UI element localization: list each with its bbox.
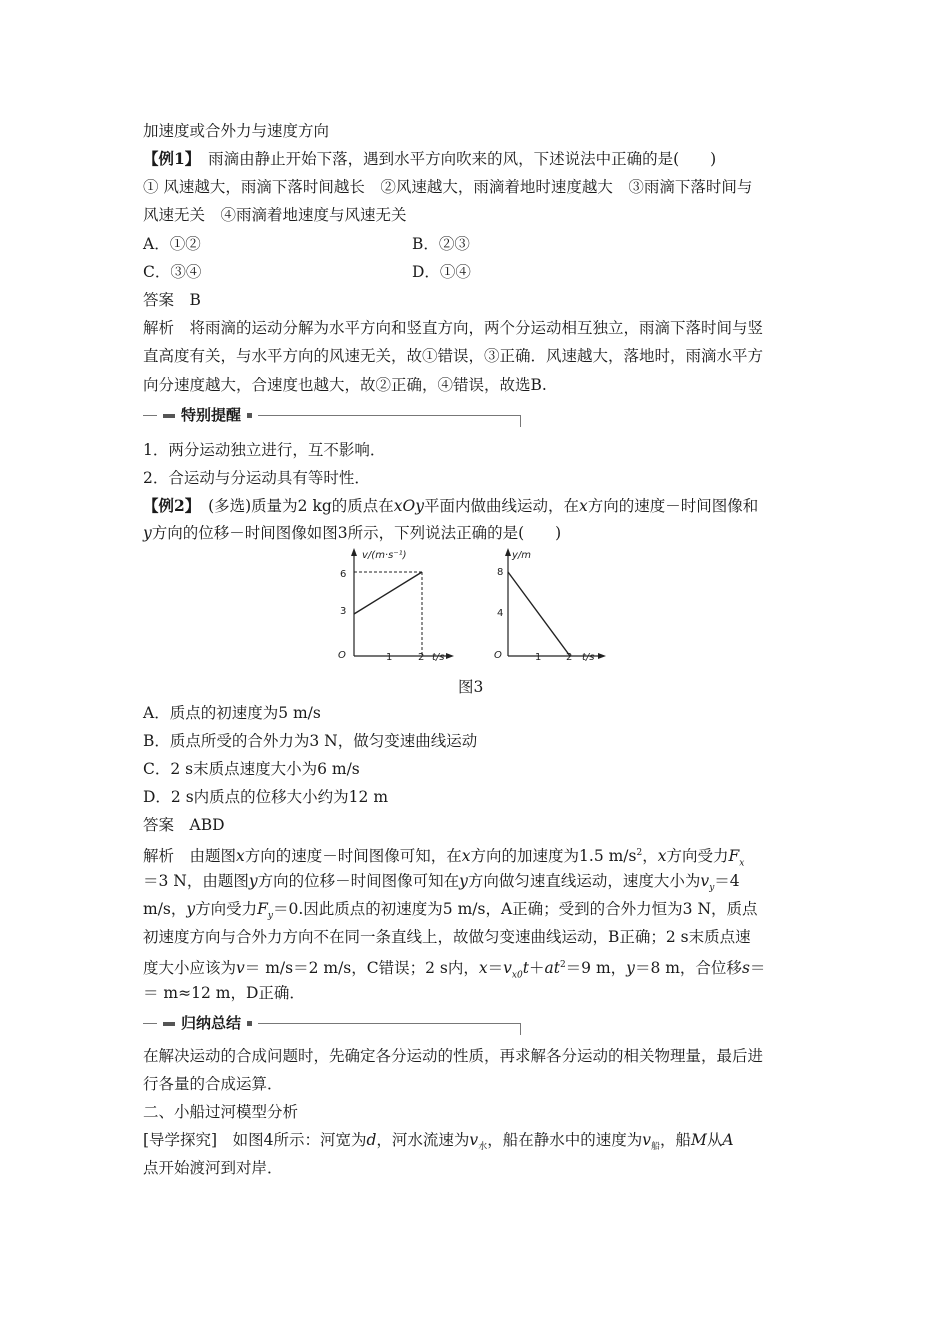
yt-origin: O bbox=[494, 650, 502, 661]
example2-answer: 答案 ABD bbox=[143, 816, 225, 834]
yt-ylabel: y/m bbox=[512, 550, 532, 561]
figure-caption: 图3 bbox=[458, 678, 484, 696]
vt-origin: O bbox=[338, 650, 346, 661]
tip-item-2: 2．合运动与分运动具有等时性． bbox=[143, 469, 370, 487]
example1-question bbox=[143, 149, 716, 169]
vt-xtick-1: 1 bbox=[386, 652, 393, 663]
guide-text-2: 点开始渡河到对岸． bbox=[143, 1159, 283, 1177]
example1-explanation-3: 向分速度越大，合速度也越大，故②正确，④错误，故选B. bbox=[143, 376, 547, 394]
example1-option-c: C．③④ bbox=[143, 263, 202, 281]
figure-3 bbox=[310, 548, 640, 668]
example1-option-b: B．②③ bbox=[412, 235, 470, 253]
summary-text-2: 行各量的合成运算． bbox=[143, 1075, 283, 1093]
yt-xtick-2: 2 bbox=[566, 652, 573, 663]
example2-option-c: C．2 s末质点速度大小为6 m/s bbox=[143, 760, 360, 778]
example2-explanation-6: ＝ m≈12 m，D正确． bbox=[143, 984, 305, 1002]
example2-tag: 【例2】 bbox=[143, 496, 193, 515]
example1-tag: 【例1】 bbox=[143, 149, 193, 168]
example2-option-a: A．质点的初速度为5 m/s bbox=[143, 704, 321, 722]
vt-xtick-2: 2 bbox=[418, 652, 425, 663]
example1-explanation-2: 直高度有关，与水平方向的风速无关，故①错误，③正确．风速越大，落地时，雨滴水平方 bbox=[143, 347, 764, 365]
example2-explanation-3: m/s，y方向受力$F_y=0$.因此质点的初速度为5 m/s，A正确；受到的合外力恒为3 N，质点 bbox=[143, 900, 758, 922]
vt-ytick-3: 3 bbox=[340, 606, 347, 617]
example2-option-d: D．2 s内质点的位移大小约为12 m bbox=[143, 788, 389, 806]
yt-series-line bbox=[508, 572, 570, 656]
vt-xlabel: t/s bbox=[432, 652, 445, 663]
example2-explanation-2: ＝3 N，由题图y方向的位移－时间图像可知在y方向做匀速直线运动，速度大小为$v_y=4$ bbox=[143, 872, 740, 894]
tip-item-1: 1．两分运动独立进行，互不影响． bbox=[143, 441, 386, 459]
tip-banner-title: 特别提醒 bbox=[181, 406, 242, 424]
example2-question-2: y方向的位移－时间图像如图3所示，下列说法正确的是( ) bbox=[143, 524, 562, 542]
summary-banner-title: 归纳总结 bbox=[181, 1014, 242, 1032]
chart-yt bbox=[494, 548, 606, 663]
section-heading: 二、小船过河模型分析 bbox=[143, 1103, 299, 1121]
vt-ytick-6: 6 bbox=[340, 569, 347, 580]
example1-stem: 雨滴由静止开始下落，遇到水平方向吹来的风，下述说法中正确的是( ) bbox=[208, 150, 717, 168]
yt-ytick-4: 4 bbox=[497, 608, 504, 619]
example1-option-a: A．①② bbox=[143, 235, 201, 253]
yt-xlabel: t/s bbox=[582, 652, 595, 663]
example2-explanation-5: 度大小应该为v＝ m/s＝2 m/s，C错误；2 s内，$x=v_{x0}t+at^2=9$ m，y＝8 m，合位移s＝ bbox=[143, 959, 766, 981]
example2-explanation-4: 初速度方向与合外力方向不在同一条直线上，故做匀变速曲线运动，B正确；2 s末质点速 bbox=[143, 928, 751, 946]
summary-banner bbox=[143, 1013, 521, 1035]
guide-text-1: [导学探究] 如图4所示：河宽为d，河水流速为$v_水$，船在静水中的速度为$v_船$，船M从A bbox=[143, 1131, 734, 1153]
example1-statements-2: 风速无关 ④雨滴着地速度与风速无关 bbox=[143, 206, 407, 224]
summary-text-1: 在解决运动的合成问题时，先确定各分运动的性质，再求解各分运动的相关物理量，最后进 bbox=[143, 1047, 764, 1065]
tip-banner bbox=[143, 405, 521, 427]
yt-xtick-1: 1 bbox=[535, 652, 542, 663]
example1-explanation-1: 解析 将雨滴的运动分解为水平方向和竖直方向，两个分运动相互独立，雨滴下落时间与竖 bbox=[143, 319, 764, 337]
example1-statements-1: ① 风速越大，雨滴下落时间越长 ②风速越大，雨滴着地时速度越大 ③雨滴下落时间与 bbox=[143, 178, 753, 196]
yt-ytick-8: 8 bbox=[497, 567, 504, 578]
vt-ylabel: v/(m·s⁻¹) bbox=[362, 550, 407, 561]
example2-option-b: B．质点所受的合外力为3 N，做匀变速曲线运动 bbox=[143, 732, 478, 750]
example2-explanation-1: 解析 由题图x方向的速度－时间图像可知，在x方向的加速度为1.5 $m/s^2$，x方向受力$F_x$ bbox=[143, 847, 745, 869]
example1-answer: 答案 B bbox=[143, 291, 201, 309]
example1-option-d: D．①④ bbox=[412, 263, 471, 281]
text-line: 加速度或合外力与速度方向 bbox=[143, 122, 330, 140]
example2-question-1: 【例2】 (多选)质量为2 kg的质点在xOy平面内做曲线运动，在x方向的速度－时间图像和 bbox=[143, 496, 759, 515]
chart-vt bbox=[338, 548, 454, 663]
vt-series-line bbox=[354, 572, 422, 614]
